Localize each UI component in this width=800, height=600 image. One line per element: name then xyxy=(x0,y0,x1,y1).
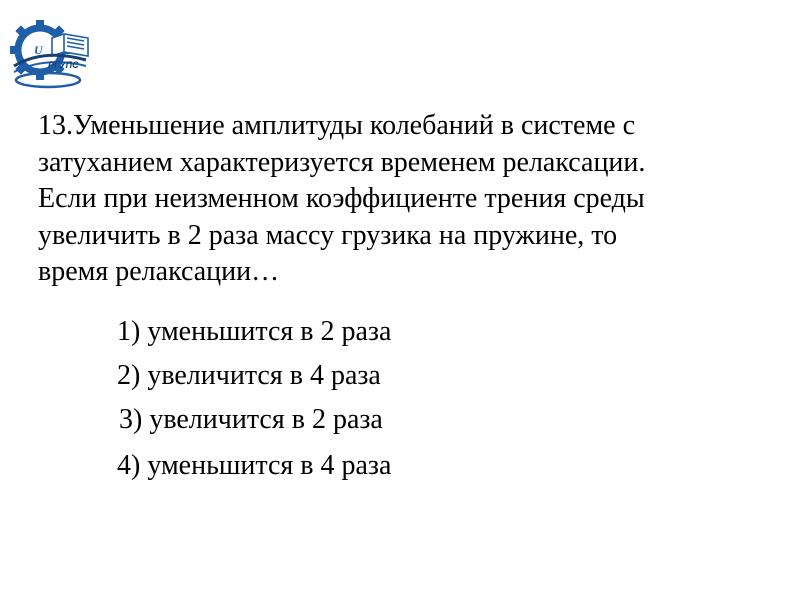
question-line: затуханием характеризуется временем релаксации. xyxy=(38,146,646,178)
question-line: увеличить в 2 раза массу грузика на пружине, то xyxy=(38,219,618,251)
logo-letter: U xyxy=(34,43,43,57)
answer-option-2: 2) увеличится в 4 раза xyxy=(117,360,381,391)
logo-text: РГУПС xyxy=(48,60,79,70)
answer-option-4: 4) уменьшится в 4 раза xyxy=(117,450,392,481)
university-logo-icon xyxy=(4,8,92,96)
question-line: 13.Уменьшение амплитуды колебаний в системе с xyxy=(38,110,636,141)
question-text xyxy=(38,108,758,291)
question-line: время релаксации… xyxy=(38,256,280,287)
answer-option-1: 1) уменьшится в 2 раза xyxy=(117,316,392,347)
svg-text:РГУПС xyxy=(48,60,79,70)
answer-option-3: 3) увеличится в 2 раза xyxy=(119,404,383,435)
question-line: Если при неизменном коэффициенте трения среды xyxy=(38,183,645,214)
svg-text:U xyxy=(34,43,44,57)
